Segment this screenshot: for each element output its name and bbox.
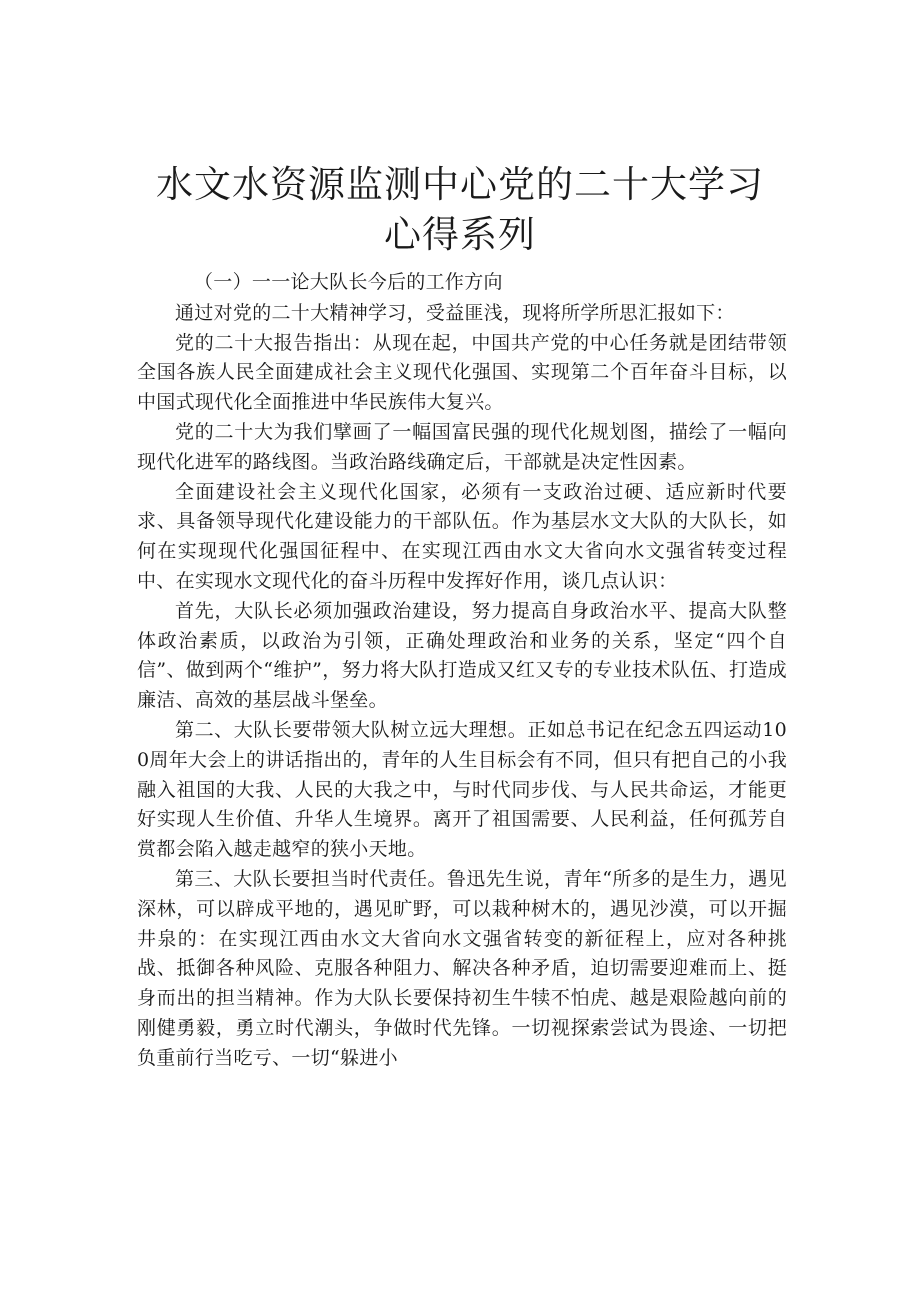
paragraph-roadmap: 党的二十大为我们擘画了一幅国富民强的现代化规划图，描绘了一幅向现代化进军的路线图。当政治路线确定后，干部就是决定性因素。: [137, 420, 787, 473]
paragraph-report: 党的二十大报告指出：从现在起，中国共产党的中心任务就是团结带领全国各族人民全面建成社会主义现代化强国、实现第二个百年奋斗目标，以中国式现代化全面推进中华民族伟大复兴。: [137, 331, 787, 414]
paragraph-first-point: 首先，大队长必须加强政治建设，努力提高自身政治水平、提高大队整体政治素质，以政治为引领，正确处理政治和业务的关系，坚定“四个自信”、做到两个“维护”，努力将大队打造成又红又专的专业技术队伍、打造成廉洁、高效的基层战斗堡垒。: [137, 599, 787, 712]
document-title: 水文水资源监测中心党的二十大学习心得系列: [156, 163, 764, 256]
section-subtitle: （一）一一论大队长今后的工作方向: [194, 271, 503, 293]
paragraph-third-point: 第三、大队长要担当时代责任。鲁迅先生说，青年“所多的是生力，遇见深林，可以辟成平地的，遇见旷野，可以栽种树木的，遇见沙漠，可以开掘井泉的：在实现江西由水文大省向水文强省转变的新征程上，应对各种挑战、抵御各种风险、克服各种阻力、解决各种矛盾，迫切需要迎难而上、挺身而出的担当精神。作为大队长要保持初生牛犊不怕虎、越是艰险越向前的刚健勇毅，勇立时代潮头，争做时代先锋。一切视探索尝试为畏途、一切把负重前行当吃亏、一切“躲进小: [137, 867, 787, 1069]
paragraph-second-point: 第二、大队长要带领大队树立远大理想。正如总书记在纪念五四运动100周年大会上的讲话指出的，青年的人生目标会有不同，但只有把自己的小我融入祖国的大我、人民的大我之中，与时代同步伐、与人民共命运，才能更好实现人生价值、升华人生境界。离开了祖国需要、人民利益，任何孤芳自赏都会陷入越走越窄的狭小天地。: [137, 718, 787, 861]
paragraph-intro: 通过对党的二十大精神学习，受益匪浅，现将所学所思汇报如下：: [175, 301, 735, 324]
paragraph-cadres: 全面建设社会主义现代化国家，必须有一支政治过硬、适应新时代要求、具备领导现代化建设能力的干部队伍。作为基层水文大队的大队长，如何在实现现代化强国征程中、在实现江西由水文大省向水文强省转变过程中、在实现水文现代化的奋斗历程中发挥好作用，谈几点认识：: [137, 480, 787, 592]
document-body: [137, 268, 787, 1074]
